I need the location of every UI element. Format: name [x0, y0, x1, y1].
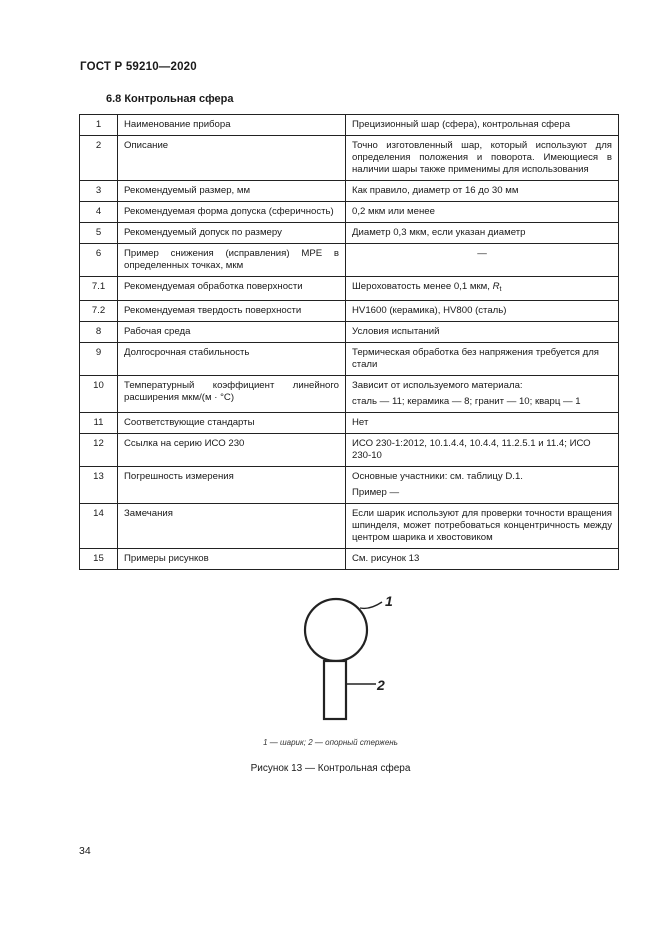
table-row	[80, 434, 619, 467]
table-row	[80, 467, 619, 504]
row-number: 3	[80, 181, 118, 202]
table-row	[80, 244, 619, 277]
row-number: 4	[80, 202, 118, 223]
row-value	[346, 376, 619, 413]
row-number: 8	[80, 322, 118, 343]
row-value-line: Пример —	[352, 487, 400, 498]
table-row	[80, 322, 619, 343]
leader-line-1	[360, 602, 382, 608]
row-value: Нет	[346, 413, 619, 434]
row-parameter: Рекомендуемая твердость поверхности	[118, 301, 346, 322]
row-number: 12	[80, 434, 118, 467]
roughness-subscript: t	[499, 286, 502, 293]
row-number: 6	[80, 244, 118, 277]
row-value: 0,2 мкм или менее	[346, 202, 619, 223]
table-row	[80, 115, 619, 136]
row-parameter: Примеры рисунков	[118, 549, 346, 570]
roughness-text: Шероховатость менее 0,1 мкм,	[352, 281, 493, 292]
row-value	[346, 277, 619, 301]
row-parameter: Рекомендуемая форма допуска (сферичность)	[118, 202, 346, 223]
table-row	[80, 136, 619, 181]
row-value: Термическая обработка без напряжения требуется для стали	[346, 343, 619, 376]
row-value-line: Основные участники: см. таблицу D.1.	[352, 471, 523, 482]
callout-label-1: 1	[385, 593, 393, 609]
row-value-line: Зависит от используемого материала:	[352, 380, 523, 391]
row-number: 7.1	[80, 277, 118, 301]
table-row	[80, 504, 619, 549]
row-parameter: Температурный коэффициент линейного расширения мкм/(м · °С)	[118, 376, 346, 413]
page-number: 34	[79, 845, 91, 857]
table-row	[80, 181, 619, 202]
row-parameter: Наименование прибора	[118, 115, 346, 136]
row-value: Точно изготовленный шар, который используют для определения положения и поворота. Имеющиеся в наличии шары также применимы для использования	[346, 136, 619, 181]
document-standard-header: ГОСТ Р 59210—2020	[80, 61, 197, 73]
row-number: 9	[80, 343, 118, 376]
sphere-ball-shape	[305, 599, 367, 661]
figure-caption: Рисунок 13 — Контрольная сфера	[250, 763, 411, 774]
row-value: HV1600 (керамика), HV800 (сталь)	[346, 301, 619, 322]
row-number: 13	[80, 467, 118, 504]
row-number: 14	[80, 504, 118, 549]
row-value: Прецизионный шар (сфера), контрольная сфера	[346, 115, 619, 136]
table-row	[80, 202, 619, 223]
row-parameter: Рабочая среда	[118, 322, 346, 343]
row-parameter: Рекомендуемый размер, мм	[118, 181, 346, 202]
row-value: Как правило, диаметр от 16 до 30 мм	[346, 181, 619, 202]
row-value-line: сталь — 11; керамика — 8; гранит — 10; кварц — 1	[352, 396, 581, 407]
row-number: 7.2	[80, 301, 118, 322]
row-parameter: Соответствующие стандарты	[118, 413, 346, 434]
row-number: 1	[80, 115, 118, 136]
row-parameter: Описание	[118, 136, 346, 181]
control-sphere-figure	[290, 588, 400, 728]
row-parameter: Рекомендуемая обработка поверхности	[118, 277, 346, 301]
row-parameter: Пример снижения (исправления) MPE в определенных точках, мкм	[118, 244, 346, 277]
table-row	[80, 376, 619, 413]
table-row	[80, 223, 619, 244]
row-parameter: Погрешность измерения	[118, 467, 346, 504]
row-parameter: Долгосрочная стабильность	[118, 343, 346, 376]
row-value	[346, 467, 619, 504]
row-number: 11	[80, 413, 118, 434]
row-value: Если шарик используют для проверки точности вращения шпинделя, может потребоваться концентричность между центром шарика и хвостовиком	[346, 504, 619, 549]
row-value: Условия испытаний	[346, 322, 619, 343]
figure-legend: 1 — шарик; 2 — опорный стержень	[263, 738, 398, 747]
row-value: —	[346, 244, 619, 277]
row-number: 2	[80, 136, 118, 181]
table-row	[80, 413, 619, 434]
roughness-symbol: R	[492, 281, 500, 292]
table-row	[80, 549, 619, 570]
section-title: 6.8 Контрольная сфера	[106, 93, 234, 105]
table-row	[80, 301, 619, 322]
row-value: См. рисунок 13	[346, 549, 619, 570]
table-row	[80, 277, 619, 301]
row-parameter: Рекомендуемый допуск по размеру	[118, 223, 346, 244]
row-number: 5	[80, 223, 118, 244]
row-parameter: Замечания	[118, 504, 346, 549]
specification-table	[79, 114, 619, 570]
row-number: 15	[80, 549, 118, 570]
callout-label-2: 2	[377, 677, 385, 693]
row-value: Диаметр 0,3 мкм, если указан диаметр	[346, 223, 619, 244]
support-rod-shape	[324, 661, 346, 719]
row-parameter: Ссылка на серию ИСО 230	[118, 434, 346, 467]
row-number: 10	[80, 376, 118, 413]
table-row	[80, 343, 619, 376]
row-value: ИСО 230-1:2012, 10.1.4.4, 10.4.4, 11.2.5.1 и 11.4; ИСО 230-10	[346, 434, 619, 467]
